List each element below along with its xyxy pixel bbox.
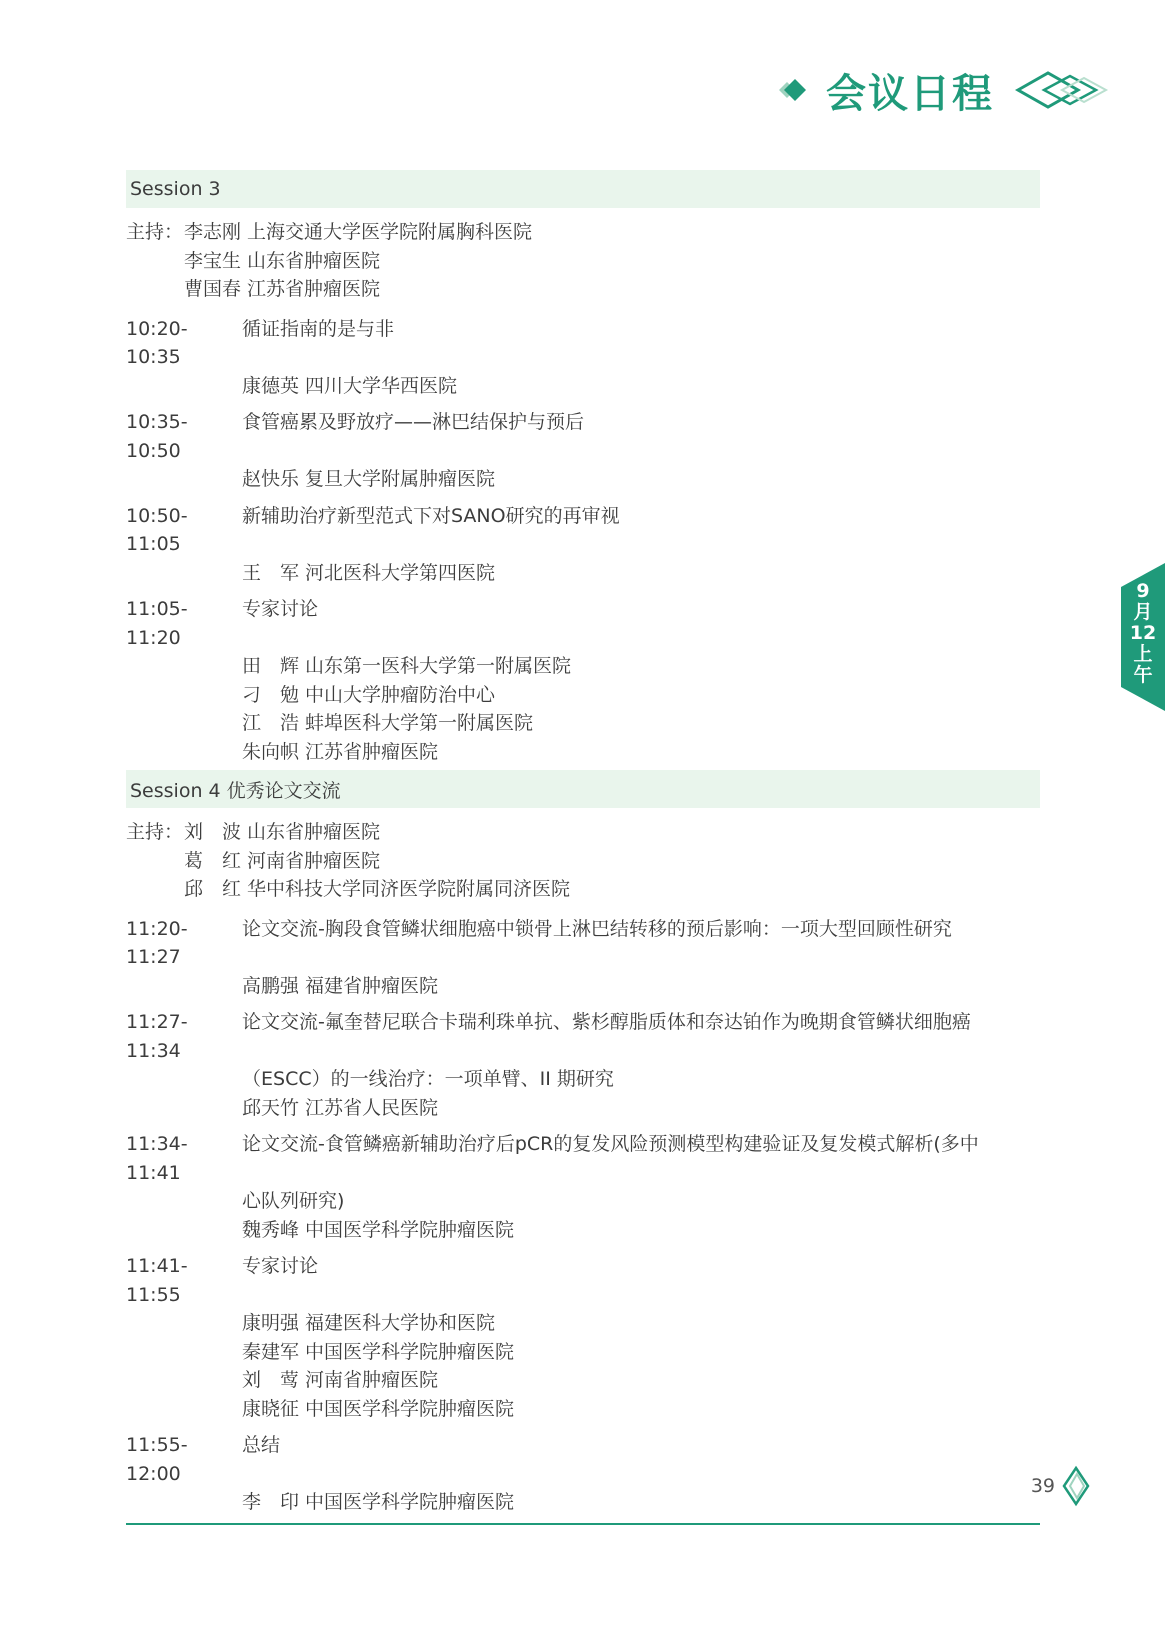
- page-title: 会议日程: [826, 70, 994, 117]
- schedule-content: [126, 170, 1040, 1525]
- moderator: 刘 波 山东省肿瘤医院: [184, 821, 381, 843]
- host-label: 主持：: [126, 821, 184, 843]
- speaker: 李 印 中国医学科学院肿瘤医院: [242, 1491, 515, 1513]
- session-3-moderators: [126, 214, 1040, 306]
- talk-title: 论文交流-氟奎替尼联合卡瑞利珠单抗、紫杉醇脂质体和奈达铂作为晚期食管鳞状细胞癌: [242, 1011, 971, 1033]
- panelist: 田 辉 山东第一医科大学第一附属医院: [242, 655, 572, 677]
- speaker: 高鹏强 福建省肿瘤医院: [242, 974, 439, 997]
- schedule-item: [126, 1252, 1040, 1423]
- time-slot: 11:55-12:00: [126, 1434, 188, 1485]
- side-tab-line: 上: [1133, 643, 1153, 665]
- schedule-item: [126, 1431, 1040, 1517]
- page-footer: [1031, 1465, 1091, 1507]
- speaker: 赵快乐 复旦大学附属肿瘤医院: [242, 468, 496, 490]
- talk-title-continued: 心队列研究): [242, 1190, 345, 1212]
- section-divider: [126, 1523, 1040, 1525]
- session-3-header: Session 3: [126, 170, 1040, 208]
- page-header: [768, 60, 1110, 120]
- outline-diamond-mark-icon: [1061, 1465, 1091, 1507]
- schedule-item: [126, 1130, 1040, 1244]
- talk-title: 论文交流-胸段食管鳞状细胞癌中锁骨上淋巴结转移的预后影响：一项大型回顾性研究: [242, 917, 952, 940]
- date-side-tab: [1121, 563, 1165, 711]
- panelist: 刁 勉 中山大学肿瘤防治中心: [242, 683, 496, 706]
- panelist: 朱向帜 江苏省肿瘤医院: [242, 740, 439, 763]
- host-label: 主持：: [126, 221, 184, 243]
- panelist: 刘 莺 河南省肿瘤医院: [242, 1369, 439, 1391]
- talk-title: 专家讨论: [242, 598, 319, 620]
- speaker: 邱天竹 江苏省人民医院: [242, 1096, 439, 1119]
- time-slot: 11:20-11:27: [126, 917, 188, 968]
- schedule-item: [126, 502, 1040, 588]
- page-number: 39: [1030, 1475, 1055, 1497]
- time-slot: 10:20-10:35: [126, 317, 188, 368]
- time-slot: 10:35-10:50: [126, 411, 188, 462]
- panelist: 秦建军 中国医学科学院肿瘤医院: [242, 1340, 515, 1363]
- panelist: 江 浩 蚌埠医科大学第一附属医院: [242, 712, 534, 734]
- schedule-item: [126, 1008, 1040, 1122]
- schedule-item: [126, 408, 1040, 494]
- session-4-moderators: [126, 814, 1040, 906]
- time-slot: 11:41-11:55: [126, 1255, 188, 1306]
- talk-title: 论文交流-食管鳞癌新辅助治疗后pCR的复发风险预测模型构建验证及复发模式解析(多中: [242, 1133, 979, 1155]
- double-diamond-icon: [768, 74, 812, 106]
- speaker: 魏秀峰 中国医学科学院肿瘤医院: [242, 1218, 515, 1241]
- talk-title: 食管癌累及野放疗——淋巴结保护与预后: [242, 411, 585, 433]
- side-tab-text: [1121, 581, 1165, 686]
- talk-title: 新辅助治疗新型范式下对SANO研究的再审视: [242, 504, 620, 527]
- panelist: 康晓征 中国医学科学院肿瘤医院: [242, 1397, 515, 1420]
- talk-title: 专家讨论: [242, 1255, 319, 1277]
- side-tab-line: 12: [1129, 622, 1157, 644]
- schedule-item: [126, 915, 1040, 1001]
- panelist: 康明强 福建医科大学协和医院: [242, 1312, 496, 1334]
- side-tab-line: 午: [1133, 664, 1153, 686]
- moderator: 李志刚 上海交通大学医学院附属胸科医院: [184, 221, 533, 243]
- talk-title-continued: （ESCC）的一线治疗：一项单臂、II 期研究: [242, 1068, 614, 1090]
- moderator: 邱 红 华中科技大学同济医学院附属同济医院: [184, 878, 571, 900]
- side-tab-line: 9: [1136, 580, 1150, 602]
- moderator: 葛 红 河南省肿瘤医院: [184, 849, 381, 872]
- time-slot: 11:27-11:34: [126, 1011, 188, 1062]
- session-4-header: Session 4 优秀论文交流: [126, 770, 1040, 808]
- speaker: 王 军 河北医科大学第四医院: [242, 561, 496, 584]
- speaker: 康德英 四川大学华西医院: [242, 374, 458, 397]
- moderator: 曹国春 江苏省肿瘤医院: [184, 278, 381, 300]
- schedule-item: [126, 315, 1040, 401]
- schedule-item: [126, 595, 1040, 766]
- talk-title: 总结: [242, 1434, 281, 1456]
- side-tab-line: 月: [1133, 601, 1153, 623]
- moderator: 李宝生 山东省肿瘤医院: [184, 249, 381, 272]
- time-slot: 11:34-11:41: [126, 1133, 188, 1184]
- talk-title: 循证指南的是与非: [242, 317, 395, 340]
- time-slot: 10:50-11:05: [126, 504, 188, 555]
- time-slot: 11:05-11:20: [126, 598, 188, 649]
- outline-diamonds-icon: [1014, 65, 1110, 115]
